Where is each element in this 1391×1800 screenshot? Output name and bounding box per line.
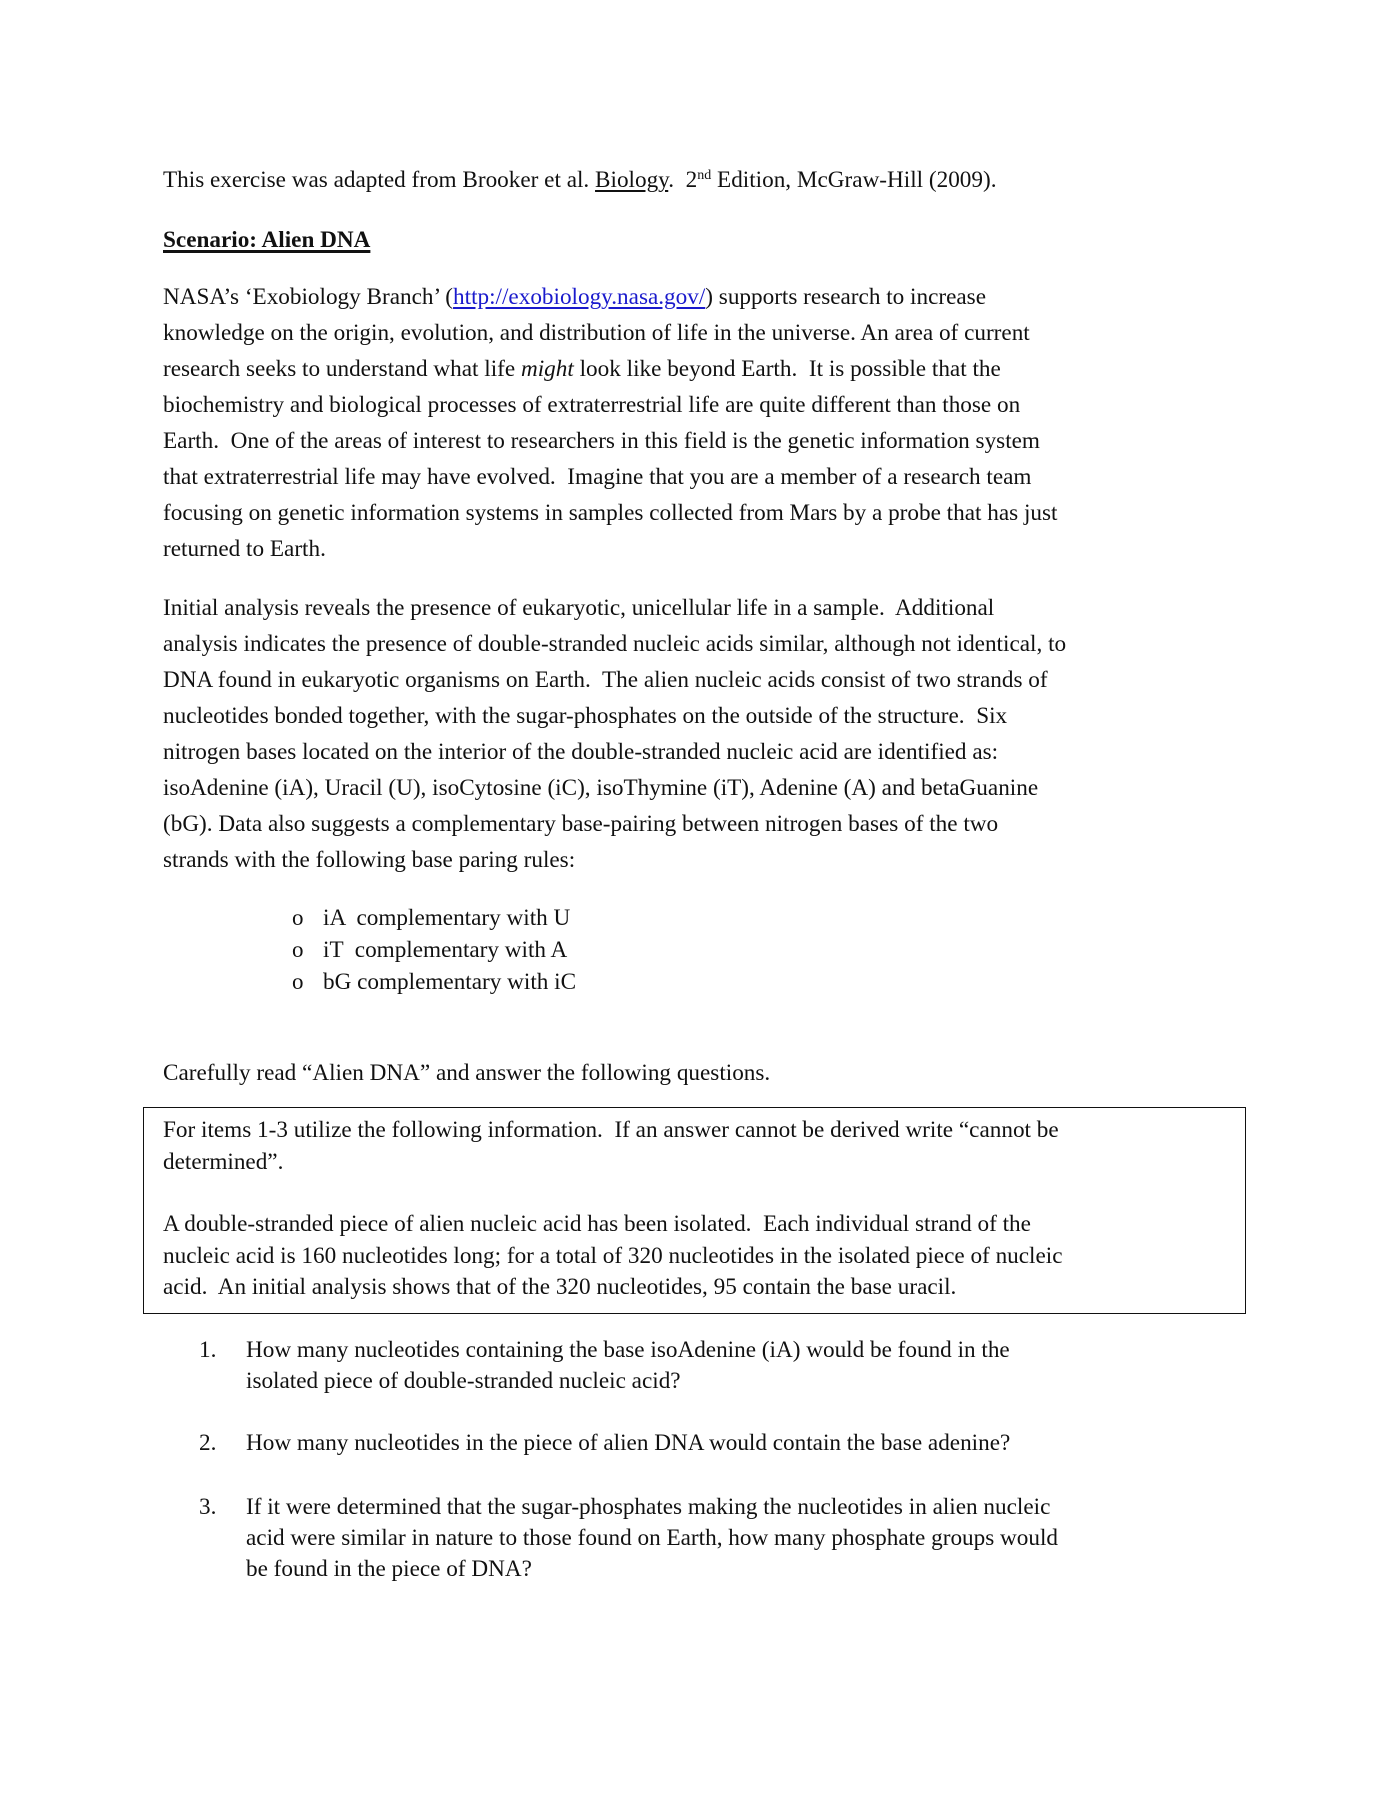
paragraph-line: that extraterrestrial life may have evolved. Imagine that you are a member of a research team	[163, 464, 1032, 490]
paragraph-line: Initial analysis reveals the presence of eukaryotic, unicellular life in a sample. Additional	[163, 595, 995, 621]
question-text: How many nucleotides in the piece of alien DNA would contain the base adenine?	[246, 1430, 1011, 1456]
paragraph-line	[163, 279, 986, 315]
paragraph-line: DNA found in eukaryotic organisms on Earth. The alien nucleic acids consist of two strands of	[163, 667, 1048, 693]
question-text: acid were similar in nature to those found on Earth, how many phosphate groups would	[246, 1525, 1059, 1551]
info-line: A double-stranded piece of alien nucleic acid has been isolated. Each individual strand of the	[163, 1211, 1031, 1237]
instruction-text: Carefully read “Alien DNA” and answer the following questions.	[163, 1060, 771, 1086]
info-line: acid. An initial analysis shows that of the 320 nucleotides, 95 contain the base uracil.	[163, 1274, 957, 1300]
paragraph-line: strands with the following base paring rules:	[163, 847, 576, 873]
question-text: isolated piece of double-stranded nucleic acid?	[246, 1368, 681, 1394]
hollow-bullet-icon: o	[292, 905, 304, 930]
paragraph-line: nitrogen bases located on the interior of the double-stranded nucleic acid are identified as:	[163, 739, 999, 765]
hollow-bullet-icon: o	[292, 969, 304, 994]
paragraph-line: isoAdenine (iA), Uracil (U), isoCytosine (iC), isoThymine (iT), Adenine (A) and betaGuanine	[163, 775, 1039, 801]
rule-text: iA complementary with U	[323, 905, 571, 931]
citation-prefix: This exercise was adapted from Brooker et al.	[163, 167, 596, 193]
paragraph-line: nucleotides bonded together, with the sugar-phosphates on the outside of the structure. Six	[163, 703, 1008, 729]
text-span: research seeks to understand what life	[163, 356, 521, 382]
hollow-bullet-icon: o	[292, 937, 304, 962]
info-line: determined”.	[163, 1149, 284, 1175]
text-span: NASA’s ‘Exobiology Branch’ (	[163, 284, 454, 310]
exobiology-link[interactable]: http://exobiology.nasa.gov/	[453, 284, 706, 310]
question-text: If it were determined that the sugar-phosphates making the nucleotides in alien nucleic	[246, 1494, 1051, 1520]
citation-suffix: Edition, McGraw-Hill (2009).	[711, 167, 997, 193]
rule-text: bG complementary with iC	[323, 969, 577, 995]
paragraph-line: returned to Earth.	[163, 536, 326, 562]
question-number: 1.	[199, 1337, 217, 1363]
paragraph-line	[163, 351, 1001, 387]
citation-after-title: . 2	[668, 167, 698, 193]
paragraph-line: analysis indicates the presence of double-stranded nucleic acids similar, although not identical, to	[163, 631, 1067, 657]
citation-line	[163, 162, 997, 198]
text-span: look like beyond Earth. It is possible that the	[573, 356, 1001, 382]
question-text: be found in the piece of DNA?	[246, 1556, 532, 1582]
emphasis-might: might	[520, 356, 574, 382]
paragraph-line: Earth. One of the areas of interest to researchers in this field is the genetic information system	[163, 428, 1040, 454]
text-span: ) supports research to increase	[705, 284, 986, 310]
paragraph-line: (bG). Data also suggests a complementary base-pairing between nitrogen bases of the two	[163, 811, 999, 837]
paragraph-line: knowledge on the origin, evolution, and distribution of life in the universe. An area of current	[163, 320, 1030, 346]
paragraph-line: biochemistry and biological processes of extraterrestrial life are quite different than those on	[163, 392, 1021, 418]
rule-text: iT complementary with A	[323, 937, 568, 963]
edition-superscript: nd	[697, 168, 712, 183]
scenario-heading: Scenario: Alien DNA	[163, 227, 371, 253]
info-line: nucleic acid is 160 nucleotides long; for a total of 320 nucleotides in the isolated piece of nucleic	[163, 1243, 1063, 1269]
question-text: How many nucleotides containing the base isoAdenine (iA) would be found in the	[246, 1337, 1010, 1363]
book-title: Biology	[595, 167, 669, 193]
info-line: For items 1-3 utilize the following information. If an answer cannot be derived write “cannot be	[163, 1117, 1059, 1143]
paragraph-line: focusing on genetic information systems in samples collected from Mars by a probe that has just	[163, 500, 1058, 526]
question-number: 3.	[199, 1494, 217, 1520]
question-number: 2.	[199, 1430, 217, 1456]
